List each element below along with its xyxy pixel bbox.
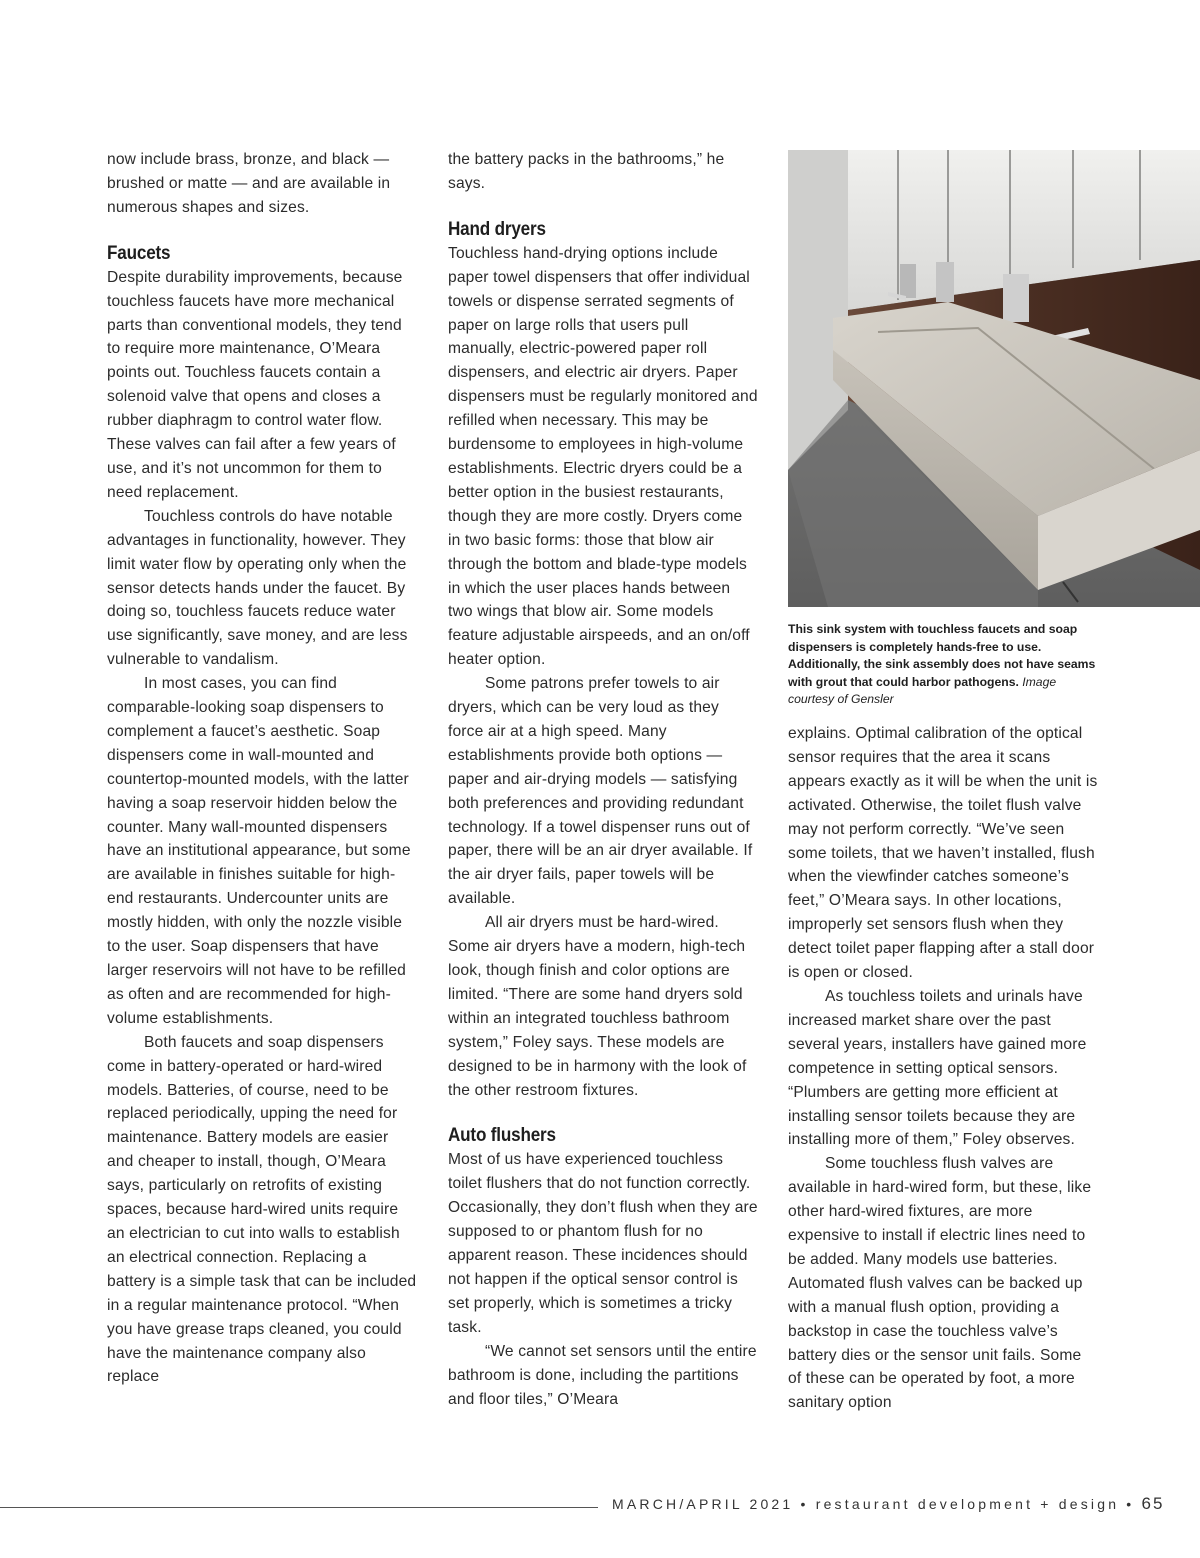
body-paragraph: Some touchless flush valves are available in hard-wired form, but these, like other hard-wired fixtures, are more expensive to install if electric lines need to be added. Many models use batteries. Automated flush valves can be backed up with a manual flush option, providing a backstop in case the touchless valve’s battery dies or the sensor unit fails. Some of these can be operated by foot, a more sanitary option [788,1155,1092,1412]
body-paragraph: now include brass, bronze, and black — brushed or matte — and are available in numerous shapes and sizes. [107,151,391,216]
article-column-3 [788,722,1098,1415]
page-footer [612,1494,1165,1514]
body-paragraph: Touchless hand-drying options include paper towel dispensers that offer individual towels or dispense serrated segments of paper on large rolls that users pull manually, electric-powered paper roll dispensers, and electric air dryers. Paper dispensers must be regularly monitored and refilled when necessary. This may be burdensome to employees in high-volume establishments. Electric dryers could be a better option in the busiest restaurants, though they are more costly. Dryers come in two basic forms: those that blow air through the bottom and blade-type models in which the user places hands between two wings that blow air. Some models feature adjustable airspeeds, and an on/off heater option. [448,244,758,669]
body-paragraph: In most cases, you can find comparable-looking soap dispensers to complement a faucet’s aesthetic. Soap dispensers come in wall-mounted and countertop-mounted models, with the latter having a soap reservoir hidden below the counter. Many wall-mounted dispensers have an institutional appearance, but some are available in finishes suitable for high-end restaurants. Undercounter units are mostly hidden, with only the nozzle visible to the user. Soap dispensers that have larger reservoirs will not have to be refilled as often and are recommended for high-volume establishments. [107,675,411,1027]
page-number: 65 [1141,1494,1165,1513]
article-column-2 [448,148,758,1411]
body-paragraph: explains. Optimal calibration of the optical sensor requires that the area it scans appears exactly as it will be when the unit is activated. Otherwise, the toilet flush valve may not perform correctly. “We’ve seen some toilets, that we haven’t installed, flush when the viewfinder catches someone’s feet,” O’Meara says. In other locations, improperly set sensors flush when they detect toilet paper flapping after a stall door is open or closed. [788,725,1098,982]
footer-bullet: • [800,1496,809,1512]
photo-caption [788,621,1100,709]
body-paragraph: Some patrons prefer towels to air dryers, which can be very loud as they force air at a high speed. Many establishments provide both options — paper and air-drying models — satisfying both preferences and providing redundant technology. If a towel dispenser runs out of paper, there will be an air dryer available. If the air dryer fails, paper towels will be available. [448,675,753,908]
sink-photo [788,150,1200,607]
caption-credit: Image courtesy of Gensler [788,674,1057,707]
article-column-1 [107,148,417,1389]
body-paragraph: Most of us have experienced touchless toilet flushers that do not function correctly. Occasionally, they don’t flush when they are supposed to or phantom flush for no apparent reason. These incidences should not happen if the optical sensor control is set properly, which is sometimes a tricky task. [448,1151,758,1336]
body-paragraph: Both faucets and soap dispensers come in battery-operated or hard-wired models. Batteries, of course, need to be replaced periodically, upping the need for maintenance. Battery models are easier and cheaper to install, though, O’Meara says, particularly on retrofits of existing spaces, because hard-wired units require an electrician to cut into walls to establish an electrical connection. Replacing a battery is a simple task that can be included in a regular maintenance protocol. “When you have grease traps cleaned, you could have the maintenance company also replace [107,1033,417,1386]
body-paragraph: All air dryers must be hard-wired. Some air dryers have a modern, high-tech look, though finish and color options are limited. “There are some hand dryers sold within an integrated touchless bathroom system,” Foley says. These models are designed to be in harmony with the look of the other restroom fixtures. [448,914,747,1099]
body-paragraph: “We cannot set sensors until the entire bathroom is done, including the partitions and floor tiles,” O’Meara [448,1342,757,1408]
footer-rule [0,1507,598,1508]
sink-illustration [788,150,1200,607]
body-paragraph: Touchless controls do have notable advantages in functionality, however. They limit water flow by operating only when the sensor detects hands under the faucet. By doing so, touchless faucets reduce water use significantly, save money, and are less vulnerable to vandalism. [107,507,408,669]
body-paragraph: the battery packs in the bathrooms,” he says. [448,151,725,192]
body-paragraph: As touchless toilets and urinals have increased market share over the past several years, installers have gained more competence in setting optical sensors. “Plumbers are getting more efficient at installing sensor toilets because they are installing more of them,” Foley observes. [788,987,1087,1149]
caption-text: This sink system with touchless faucets and soap dispensers is completely hands-free to use. Additionally, the sink assembly does not have seams with grout that could harbor pathogens. [788,622,1096,689]
footer-bullet: • [1126,1496,1135,1512]
footer-magazine: restaurant development + design [815,1496,1120,1512]
section-heading-faucets: Faucets [107,242,171,264]
footer-issue: MARCH/APRIL 2021 [612,1496,794,1512]
section-heading-hand-dryers: Hand dryers [448,218,546,240]
section-heading-auto-flushers: Auto flushers [448,1125,556,1147]
body-paragraph: Despite durability improvements, because touchless faucets have more mechanical parts than conventional models, they tend to require more maintenance, O’Meara points out. Touchless faucets contain a solenoid valve that opens and closes a rubber diaphragm to control water flow. These valves can fail after a few years of use, and it’s not uncommon for them to need replacement. [107,268,403,501]
